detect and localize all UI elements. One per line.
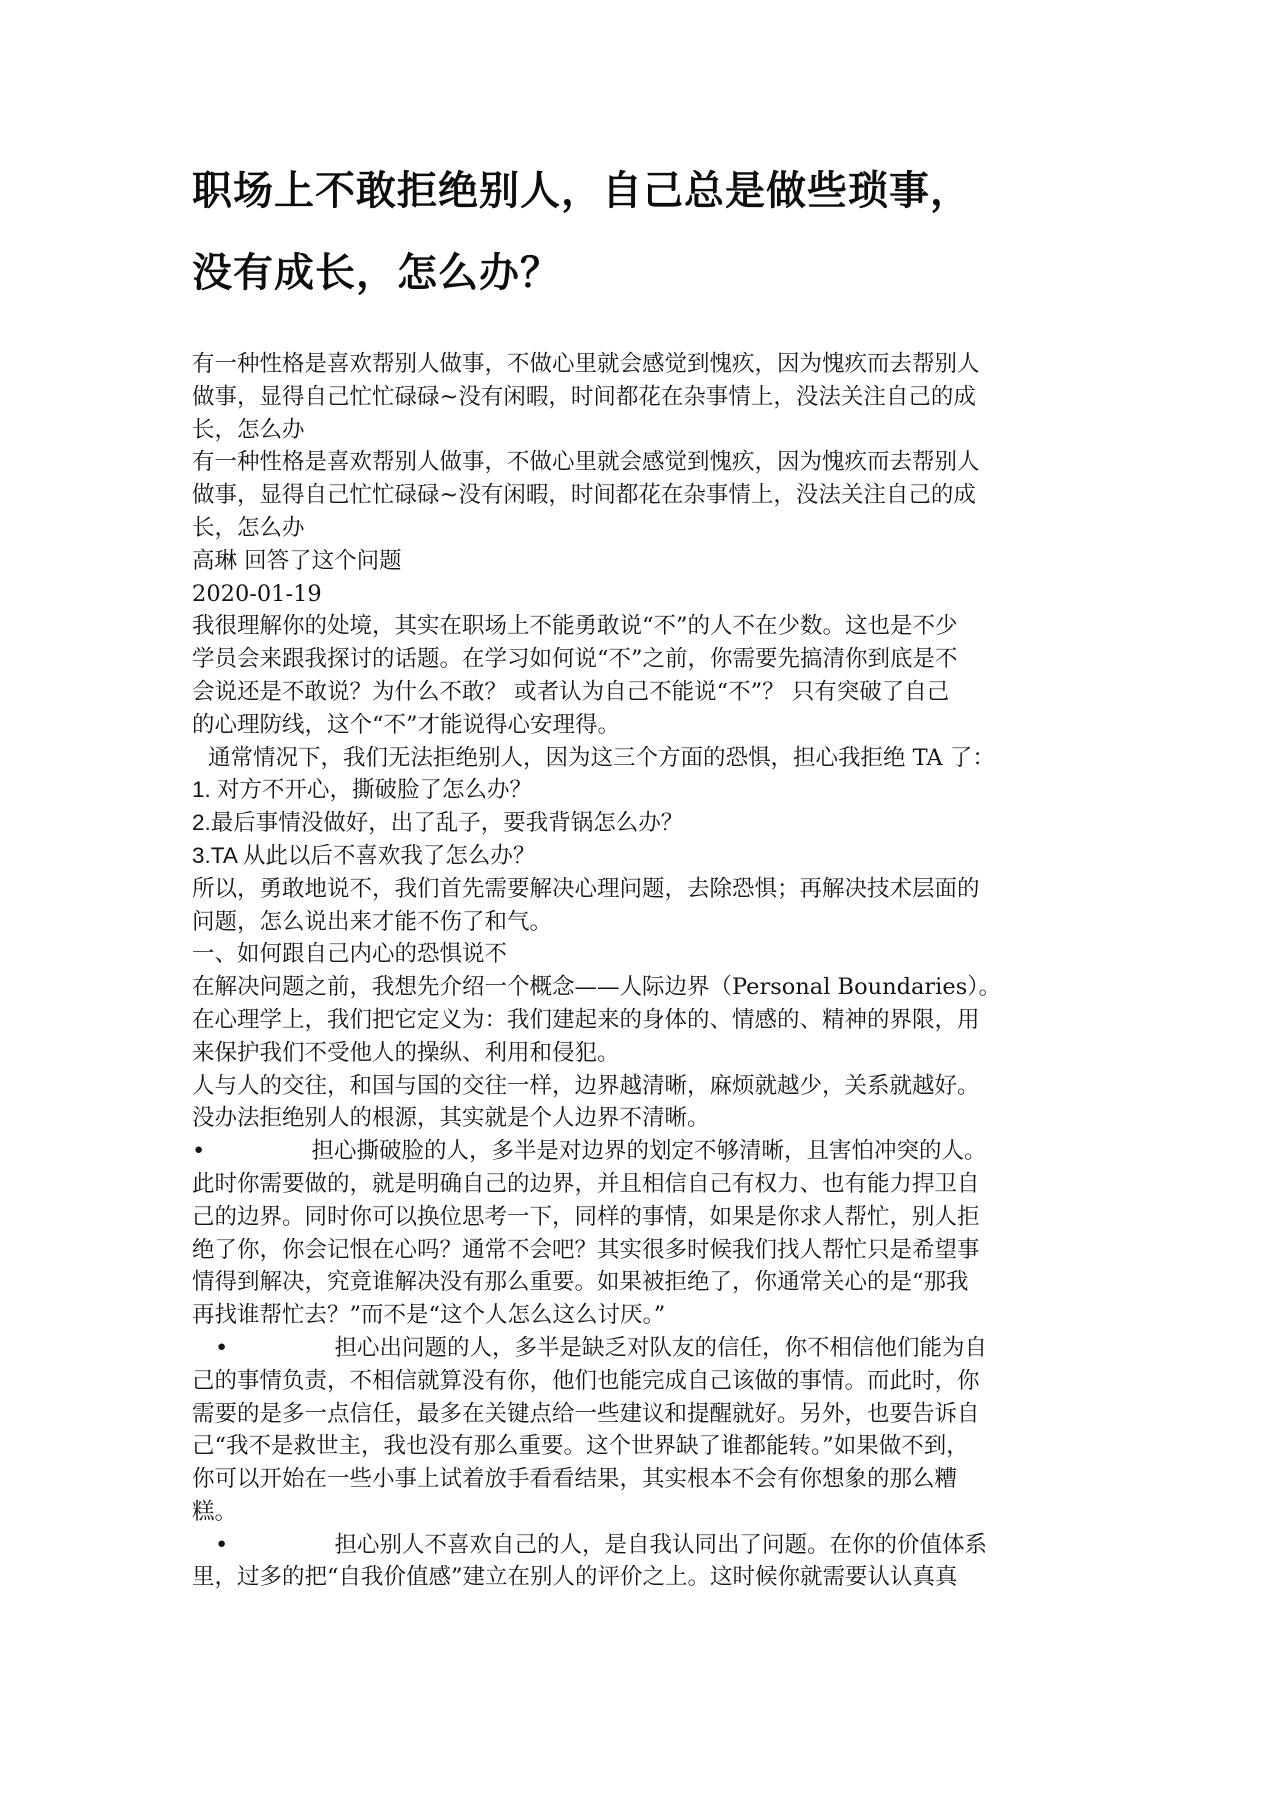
- bullet-item: [192, 1529, 1082, 1562]
- paragraph-line: 己的边界。同时你可以换位思考一下，同样的事情，如果是你求人帮忙，别人拒: [192, 1203, 980, 1230]
- paragraph-line: 来保护我们不受他人的操纵、利用和侵犯。: [192, 1039, 620, 1066]
- question-line: 做事，显得自己忙忙碌碌~没有闲暇，时间都花在杂事情上，没法关注自己的成: [192, 482, 976, 509]
- paragraph-line: 你可以开始在一些小事上试着放手看看结果，其实根本不会有你想象的那么糟: [192, 1466, 958, 1493]
- paragraph-line: 情得到解决，究竟谁解决没有那么重要。如果被拒绝了，你通常关心的是“那我: [192, 1269, 969, 1296]
- page-title: [192, 150, 1092, 314]
- answer-date: 2020-01-19: [192, 580, 322, 607]
- question-line: 有一种性格是喜欢帮别人做事，不做心里就会感觉到愧疚，因为愧疚而去帮别人: [192, 449, 980, 476]
- paragraph-line: 人与人的交往，和国与国的交往一样，边界越清晰，麻烦就越少，关系就越好。: [192, 1072, 980, 1099]
- paragraph-line: 己的事情负责，不相信就算没有你，他们也能完成自己该做的事情。而此时，你: [192, 1367, 980, 1394]
- question-line: 长，怎么办: [192, 514, 305, 541]
- bullet-text: 担心别人不喜欢自己的人，是自我认同出了问题。在你的价值体系: [334, 1531, 988, 1558]
- paragraph-line: 没办法拒绝别人的根源，其实就是个人边界不清晰。: [192, 1105, 710, 1132]
- list-item: 2.最后事情没做好，出了乱子，要我背锅怎么办？: [192, 810, 684, 836]
- paragraph-line: 再找谁帮忙去？”而不是“这个人怎么这么讨厌。”: [192, 1302, 666, 1329]
- paragraph-line: 此时你需要做的，就是明确自己的边界，并且相信自己有权力、也有能力捍卫自: [192, 1170, 980, 1197]
- list-item: 3.TA 从此以后不喜欢我了怎么办？: [192, 842, 536, 868]
- question-line: 长，怎么办: [192, 416, 305, 443]
- paragraph-line: 我很理解你的处境，其实在职场上不能勇敢说“不”的人不在少数。这也是不少: [192, 613, 958, 640]
- question-line: 有一种性格是喜欢帮别人做事，不做心里就会感觉到愧疚，因为愧疚而去帮别人: [192, 351, 980, 377]
- bullet-icon: •: [215, 1531, 229, 1558]
- article-body: [192, 348, 1082, 1594]
- bullet-text: 担心撕破脸的人，多半是对边界的划定不够清晰，且害怕冲突的人。: [311, 1138, 987, 1165]
- paragraph-line: 己“我不是救世主，我也没有那么重要。这个世界缺了谁都能转。”如果做不到，: [192, 1433, 969, 1460]
- answer-author: 高琳 回答了这个问题: [192, 547, 402, 574]
- section-heading: 一、如何跟自己内心的恐惧说不: [192, 941, 508, 968]
- paragraph-line: 绝了你，你会记恨在心吗？通常不会吧？其实很多时候我们找人帮忙只是希望事: [192, 1236, 980, 1263]
- title-line-1: 职场上不敢拒绝别人，自己总是做些琐事，: [192, 168, 971, 214]
- bullet-icon: •: [192, 1138, 206, 1165]
- bullet-item: [192, 1332, 1082, 1365]
- paragraph-line: 学员会来跟我探讨的话题。在学习如何说“不”之前，你需要先搞清你到底是不: [192, 646, 958, 673]
- paragraph-line: 糕。: [192, 1498, 238, 1525]
- paragraph-line: 通常情况下，我们无法拒绝别人，因为这三个方面的恐惧，担心我拒绝 TA 了：: [208, 744, 995, 771]
- paragraph-line: 在心理学上，我们把它定义为：我们建起来的身体的、情感的、精神的界限，用: [192, 1006, 980, 1033]
- bullet-item: [192, 1135, 1082, 1168]
- list-item: 1. 对方不开心，撕破脸了怎么办？: [192, 777, 533, 803]
- paragraph-line: 在解决问题之前，我想先介绍一个概念——人际边界（Personal Boundaries）。: [192, 974, 1001, 1001]
- paragraph-line: 的心理防线，这个“不”才能说得心安理得。: [192, 711, 621, 738]
- bullet-icon: •: [215, 1334, 229, 1361]
- paragraph-line: 所以，勇敢地说不，我们首先需要解决心理问题，去除恐惧；再解决技术层面的: [192, 875, 980, 902]
- paragraph-line: 里，过多的把“自我价值感”建立在别人的评价之上。这时候你就需要认认真真: [192, 1564, 958, 1591]
- paragraph-line: 需要的是多一点信任，最多在关键点给一些建议和提醒就好。另外，也要告诉自: [192, 1400, 980, 1427]
- paragraph-line: 会说还是不敢说？为什么不敢？ 或者认为自己不能说“不”？ 只有突破了自己: [192, 678, 950, 705]
- paragraph-line: 问题，怎么说出来才能不伤了和气。: [192, 908, 553, 935]
- question-line: 做事，显得自己忙忙碌碌~没有闲暇，时间都花在杂事情上，没法关注自己的成: [192, 383, 976, 410]
- bullet-text: 担心出问题的人，多半是缺乏对队友的信任，你不相信他们能为自: [334, 1334, 988, 1361]
- title-line-2: 没有成长，怎么办？: [192, 250, 561, 296]
